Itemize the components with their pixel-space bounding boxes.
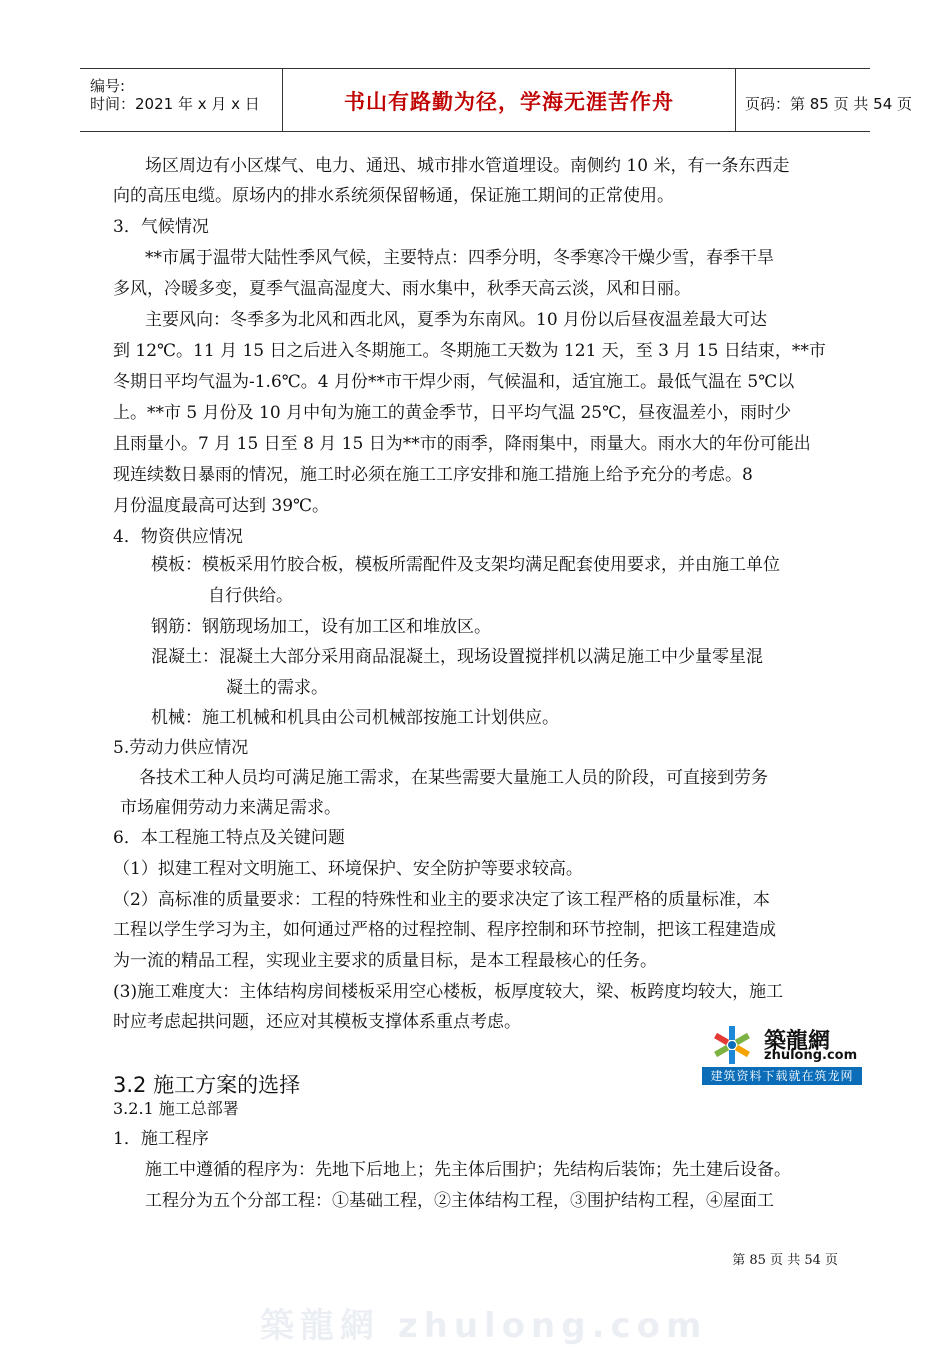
watermark: 築龍網 zhulong.com (260, 1306, 708, 1346)
paragraph-line: （1）拟建工程对文明施工、环境保护、安全防护等要求较高。 (113, 859, 583, 879)
header-motto-cell (282, 69, 736, 131)
subsection-title: 3.2.1 施工总部署 (113, 1099, 239, 1118)
paragraph-line: 钢筋：钢筋现场加工，设有加工区和堆放区。 (151, 617, 491, 637)
paragraph-line: 且雨量小。7 月 15 日至 8 月 15 日为**市的雨季，降雨集中，雨量大。雨水大的年份可能出 (113, 434, 811, 454)
header-page-cell (735, 69, 913, 131)
paragraph-line: 施工中遵循的程序为：先地下后地上；先主体后围护；先结构后装饰；先土建后设备。 (145, 1160, 791, 1180)
paragraph-line: 主要风向：冬季多为北风和西北风，夏季为东南风。10 月份以后昼夜温差最大可达 (145, 310, 768, 330)
paragraph-line: 场区周边有小区煤气、电力、通迅、城市排水管道埋设。南侧约 10 米，有一条东西走 (145, 156, 790, 176)
paragraph-line: 机械：施工机械和机具由公司机械部按施工计划供应。 (151, 708, 559, 728)
time-label: 时间：2021 年 x 月 x 日 (90, 95, 260, 113)
section-title: 3．气候情况 (113, 217, 209, 237)
section-title: 6．本工程施工特点及关键问题 (113, 828, 345, 848)
paragraph-line: 工程以学生学习为主，如何通过严格的过程控制、程序控制和环节控制，把该工程建造成 (113, 920, 776, 940)
paragraph-line: 向的高压电缆。原场内的排水系统须保留畅通，保证施工期间的正常使用。 (113, 186, 674, 206)
paragraph-line: 月份温度最高可达到 39℃。 (113, 496, 330, 516)
paragraph-line: 到 12℃。11 月 15 日之后进入冬期施工。冬期施工天数为 121 天，至 3 月 15 日结束，**市 (113, 341, 826, 361)
section-title: 5.劳动力供应情况 (113, 738, 249, 758)
paragraph-line: 模板：模板采用竹胶合板，模板所需配件及支架均满足配套使用要求，并由施工单位 (151, 555, 780, 575)
paragraph-line: 多风，冷暖多变，夏季气温高湿度大、雨水集中，秋季天高云淡，风和日丽。 (113, 279, 691, 299)
paragraph-line: (3)施工难度大：主体结构房间楼板采用空心楼板，板厚度较大，梁、板跨度均较大，施工 (113, 982, 784, 1002)
paragraph-line: （2）高标准的质量要求：工程的特殊性和业主的要求决定了该工程严格的质量标准，本 (113, 890, 770, 910)
logo-box (702, 1023, 862, 1067)
motto: 书山有路勤为径，学海无涯苦作舟 (344, 90, 674, 114)
section-title: 1．施工程序 (113, 1129, 209, 1149)
page-label: 页码：第 85 页 共 54 页 (745, 95, 913, 113)
paragraph-line: 自行供给。 (208, 586, 293, 606)
paragraph-line: 各技术工种人员均可满足施工需求，在某些需要大量施工人员的阶段，可直接到劳务 (139, 768, 768, 788)
logo-name: 築龍網 (764, 1029, 831, 1054)
section-heading: 3.2 施工方案的选择 (113, 1073, 301, 1097)
page-footer: 第 85 页 共 54 页 (732, 1253, 838, 1268)
paragraph-line: 冬期日平均气温为-1.6℃。4 月份**市干焊少雨，气候温和，适宜施工。最低气温在 5℃以 (113, 372, 795, 392)
paragraph-line: 为一流的精品工程，实现业主要求的质量目标，是本工程最核心的任务。 (113, 951, 657, 971)
paragraph-line: **市属于温带大陆性季风气候，主要特点：四季分明，冬季寒冷干燥少雪，春季干旱 (145, 248, 774, 268)
zhulong-logo (702, 1023, 862, 1083)
paragraph-line: 凝土的需求。 (226, 678, 328, 698)
paragraph-line: 上。**市 5 月份及 10 月中旬为施工的黄金季节，日平均气温 25℃，昼夜温差小，雨时少 (113, 403, 792, 423)
logo-tagline: 建筑资料下载就在筑龙网 (702, 1067, 862, 1085)
snowflake-icon (706, 1025, 758, 1065)
page-header (80, 68, 913, 132)
paragraph-line: 现连续数日暴雨的情况，施工时必须在施工工序安排和施工措施上给予充分的考虑。8 (113, 465, 753, 485)
paragraph-line: 时应考虑起拱问题，还应对其模板支撑体系重点考虑。 (113, 1012, 521, 1032)
paragraph-line: 工程分为五个分部工程：①基础工程，②主体结构工程，③围护结构工程，④屋面工 (145, 1191, 774, 1211)
number-label: 编号: (90, 77, 126, 95)
logo-url: zhulong.com (764, 1048, 858, 1063)
header-meta-cell (80, 69, 282, 131)
section-title: 4．物资供应情况 (113, 527, 243, 547)
paragraph-line: 混凝土：混凝土大部分采用商品混凝土，现场设置搅拌机以满足施工中少量零星混 (151, 647, 763, 667)
paragraph-line: 市场雇佣劳动力来满足需求。 (120, 798, 341, 818)
